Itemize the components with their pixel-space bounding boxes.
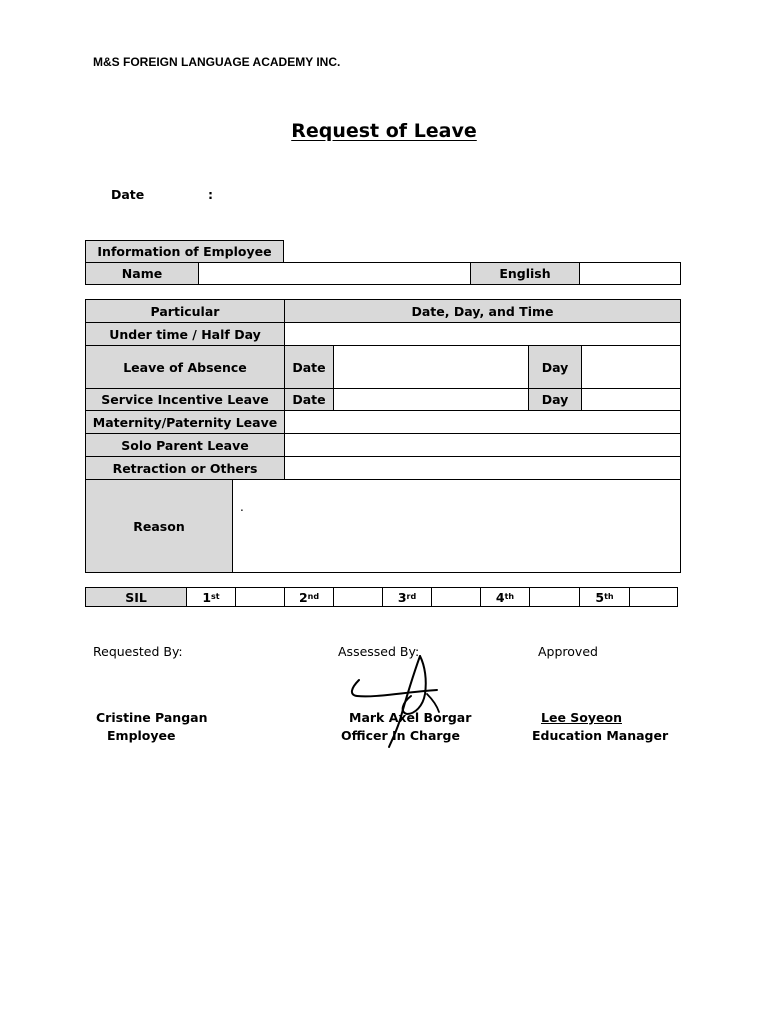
sil-slot-4-label: 4 th [480,587,530,607]
english-name-field[interactable] [579,262,681,285]
leave-absence-date-label: Date [284,345,334,389]
undertime-label: Under time / Half Day [85,322,285,346]
approved-name: Lee Soyeon [541,710,622,725]
sil-date-label: Date [284,388,334,411]
leave-absence-date-field[interactable] [333,345,529,389]
name-field[interactable] [198,262,471,285]
undertime-field[interactable] [284,322,681,346]
sil-slot-2-label: 2 nd [284,587,334,607]
sil-date-field[interactable] [333,388,529,411]
leave-absence-day-field[interactable] [581,345,681,389]
requested-by-label: Requested By: [93,644,183,659]
retraction-field[interactable] [284,456,681,480]
sil-row-label: SIL [85,587,187,607]
sil-slot-5-label: 5 th [579,587,630,607]
reason-value: . [240,500,244,514]
retraction-label: Retraction or Others [85,456,285,480]
particular-header: Particular [85,299,285,323]
requested-name: Cristine Pangan [96,710,208,725]
employee-info-header: Information of Employee [85,240,284,263]
assessed-name: Mark Axel Borgar [349,710,472,725]
sil-slot-1-label: 1 st [186,587,236,607]
leave-of-absence-label: Leave of Absence [85,345,285,389]
sil-slot-3-label: 3 rd [382,587,432,607]
sil-slot-2-field[interactable] [333,587,383,607]
company-name: M&S FOREIGN LANGUAGE ACADEMY INC. [93,55,341,69]
sil-slot-4-field[interactable] [529,587,580,607]
approved-label: Approved [538,644,598,659]
reason-field[interactable] [232,479,681,573]
datetime-header: Date, Day, and Time [284,299,681,323]
service-incentive-label: Service Incentive Leave [85,388,285,411]
english-label: English [470,262,580,285]
form-title: Request of Leave [291,120,477,142]
reason-label: Reason [85,479,233,573]
approved-role: Education Manager [532,728,669,743]
maternity-label: Maternity/Paternity Leave [85,410,285,434]
solo-parent-label: Solo Parent Leave [85,433,285,457]
requested-role: Employee [107,728,176,743]
assessed-role: Officer In Charge [341,728,460,743]
date-label: Date [111,187,145,202]
handwritten-signature [345,650,455,750]
assessed-by-label: Assessed By: [338,644,420,659]
sil-slot-3-field[interactable] [431,587,481,607]
leave-absence-day-label: Day [528,345,582,389]
sil-day-field[interactable] [581,388,681,411]
date-colon: : [208,187,213,202]
maternity-field[interactable] [284,410,681,434]
sil-day-label: Day [528,388,582,411]
sil-slot-1-field[interactable] [235,587,285,607]
solo-parent-field[interactable] [284,433,681,457]
sil-slot-5-field[interactable] [629,587,678,607]
name-label: Name [85,262,199,285]
